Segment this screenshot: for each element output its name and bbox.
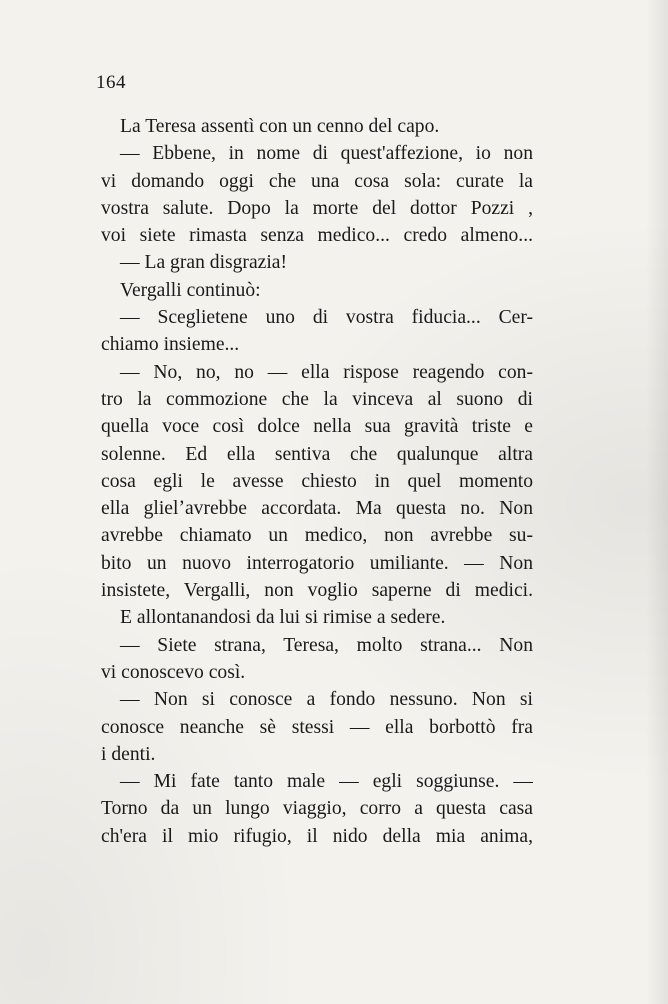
text-line: — Sceglietene uno di vostra fiducia... Cer- bbox=[120, 307, 533, 329]
page-text-body bbox=[101, 113, 533, 850]
text-line: vi conoscevo così. bbox=[101, 661, 246, 683]
text-line: conosce neanche sè stessi — ella borbottò fra bbox=[101, 716, 533, 738]
page-number: 164 bbox=[96, 72, 126, 93]
text-line: i denti. bbox=[101, 743, 156, 765]
text-line: insistete, Vergalli, non voglio saperne di medici. bbox=[101, 580, 533, 602]
text-line: cosa egli le avesse chiesto in quel momento bbox=[101, 470, 533, 492]
text-line: ella glielʼavrebbe accordata. Ma questa no. Non bbox=[101, 498, 533, 520]
text-line: — Non si conosce a fondo nessuno. Non si bbox=[120, 689, 533, 711]
text-line: — Mi fate tanto male — egli soggiunse. — bbox=[120, 771, 533, 793]
text-line: avrebbe chiamato un medico, non avrebbe su- bbox=[101, 525, 533, 547]
text-line: quella voce così dolce nella sua gravità triste e bbox=[101, 416, 533, 438]
text-line: — Ebbene, in nome di quest'affezione, io non bbox=[120, 143, 533, 165]
text-line: — La gran disgrazia! bbox=[120, 252, 288, 274]
text-line: solenne. Ed ella sentiva che qualunque altra bbox=[101, 443, 533, 465]
text-line: Torno da un lungo viaggio, corro a questa casa bbox=[101, 798, 533, 820]
page-edge-shadow bbox=[646, 0, 668, 1004]
text-line: — Siete strana, Teresa, molto strana... Non bbox=[120, 634, 533, 656]
text-line: Vergalli continuò: bbox=[120, 279, 261, 301]
text-line: vostra salute. Dopo la morte del dottor Pozzi , bbox=[101, 197, 533, 219]
text-line: La Teresa assentì con un cenno del capo. bbox=[120, 116, 440, 137]
text-line: ch'era il mio rifugio, il nido della mia anima, bbox=[101, 825, 533, 847]
text-line: voi siete rimasta senza medico... credo almeno... bbox=[101, 225, 533, 247]
text-line: tro la commozione che la vinceva al suono di bbox=[101, 388, 533, 410]
text-line: vi domando oggi che una cosa sola: curate la bbox=[101, 170, 533, 192]
text-line: — No, no, no — ella rispose reagendo con- bbox=[120, 361, 533, 383]
text-line: bito un nuovo interrogatorio umiliante. — Non bbox=[101, 552, 533, 574]
text-line: chiamo insieme... bbox=[101, 334, 240, 356]
text-line: E allontanandosi da lui si rimise a sedere. bbox=[120, 607, 446, 629]
